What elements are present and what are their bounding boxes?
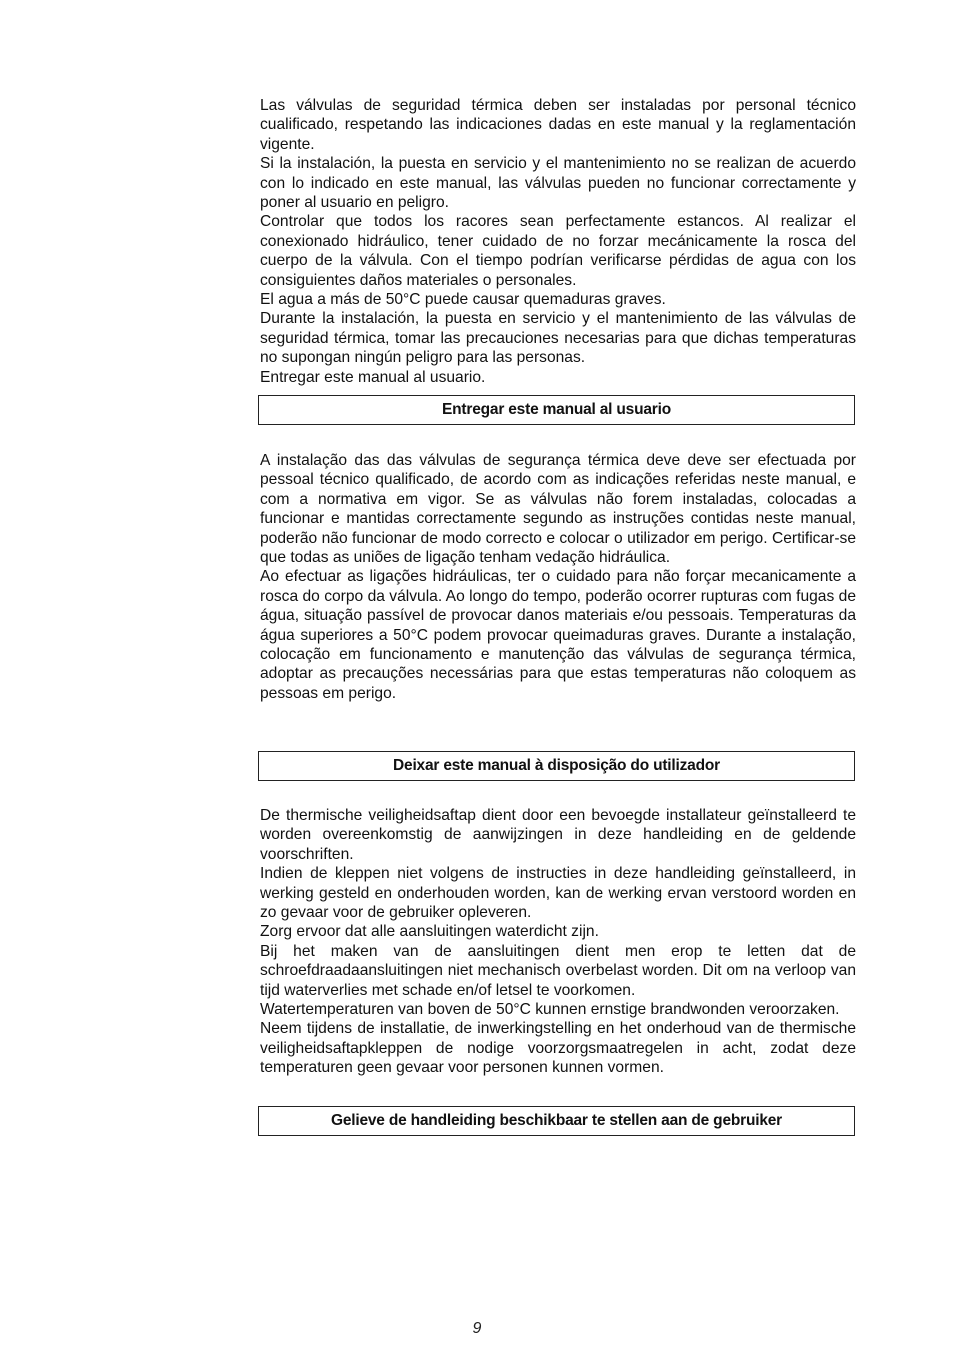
dutch-paragraph-6: Neem tijdens de installatie, de inwerkingstelling en het onderhoud van de thermische veiligheidsaftapkleppen de nodige voorzorgsmaatregelen in acht, zodat deze temperaturen geen gevaar voor personen kunnen vormen. (260, 1020, 856, 1077)
dutch-paragraph-1: De thermische veiligheidsaftap dient door een bevoegde installateur geïnstalleerd te worden overeenkomstig de aanwijzingen in deze handleiding en de geldende voorschriften. (260, 807, 856, 863)
dutch-paragraph-3: Zorg ervoor dat alle aansluitingen waterdicht zijn. (260, 923, 599, 941)
spanish-paragraph-1: Las válvulas de seguridad térmica deben ser instaladas por personal técnico cualificado, respetando las indicaciones dadas en este manual y la reglamentación vigente. (260, 97, 856, 153)
dutch-paragraph-5: Watertemperaturen van boven de 50°C kunnen ernstige brandwonden veroorzaken. (260, 1001, 840, 1019)
dutch-notice-text: Gelieve de handleiding beschikbaar te stellen aan de gebruiker (330, 1112, 783, 1129)
spanish-notice-text: Entregar este manual al usuario (442, 401, 671, 418)
portuguese-paragraph-2: Ao efectuar as ligações hidráulicas, ter o cuidado para não forçar mecanicamente a rosca do corpo da válvula. Ao longo do tempo, poderão ocorrer rupturas com fugas de água, situação passível de provocar danos materiais e/ou pessoais. Temperaturas da água superiores a 50°C podem provocar queimaduras graves. Durante a instalação, colocação em funcionamento e manutenção das válvulas de segurança térmica, adoptar as precauções necessárias para que estas temperaturas não coloquem as pessoas em perigo. (260, 568, 856, 702)
portuguese-paragraph-1: A instalação das das válvulas de segurança térmica deve deve ser efectuada por pessoal técnico qualificado, de acordo com as indicações referidas neste manual, e com a normativa em vigor. Se as válvulas não forem instaladas, colocadas a funcionar e mantidas correctamente segundo as instruções contidas neste manual, poderão não funcionar de modo correcto e colocar o utilizador em perigo. Certificar-se que todas as uniões de ligação tenham vedação hidráulica. (260, 452, 856, 567)
spanish-paragraph-2: Si la instalación, la puesta en servicio y el mantenimiento no se realizan de acuerdo con lo indicado en este manual, las válvulas pueden no funcionar correctamente y poner al usuario en peligro. (260, 155, 856, 212)
portuguese-notice-box (258, 751, 855, 781)
dutch-section (260, 806, 856, 1078)
dutch-paragraph-2: Indien de kleppen niet volgens de instructies in deze handleiding geïnstalleerd, in werking gesteld en onderhouden worden, kan de werking ervan verstoord worden en zo gevaar voor de gebruiker opleveren. (260, 865, 856, 922)
spanish-notice-box (258, 395, 855, 425)
portuguese-notice-text: Deixar este manual à disposição do utilizador (393, 757, 720, 774)
spanish-paragraph-3: Controlar que todos los racores sean perfectamente estancos. Al realizar el conexionado hidráulico, tener cuidado de no forzar mecánicamente la rosca del cuerpo de la válvula. Con el tiempo podrían verificarse pérdidas de agua con los consiguientes daños materiales o personales. (260, 213, 856, 289)
spanish-paragraph-4: El agua a más de 50°C puede causar quemaduras graves. (260, 291, 666, 309)
dutch-notice-box (258, 1106, 855, 1136)
spanish-paragraph-5: Durante la instalación, la puesta en servicio y el mantenimiento de las válvulas de seguridad térmica, tomar las precauciones necesarias para que dichas temperaturas no supongan ningún peligro para las personas. (260, 310, 856, 367)
page-number: 9 (472, 1320, 482, 1337)
spanish-paragraph-6: Entregar este manual al usuario. (260, 368, 486, 386)
spanish-section (260, 96, 856, 387)
dutch-paragraph-4: Bij het maken van de aansluitingen dient men erop te letten dat de schroefdraadaansluitingen niet mechanisch overbelast worden. Dit om na verloop van tijd waterverlies met schade en/of letsel te voorkomen. (260, 942, 856, 999)
portuguese-section (260, 451, 856, 703)
